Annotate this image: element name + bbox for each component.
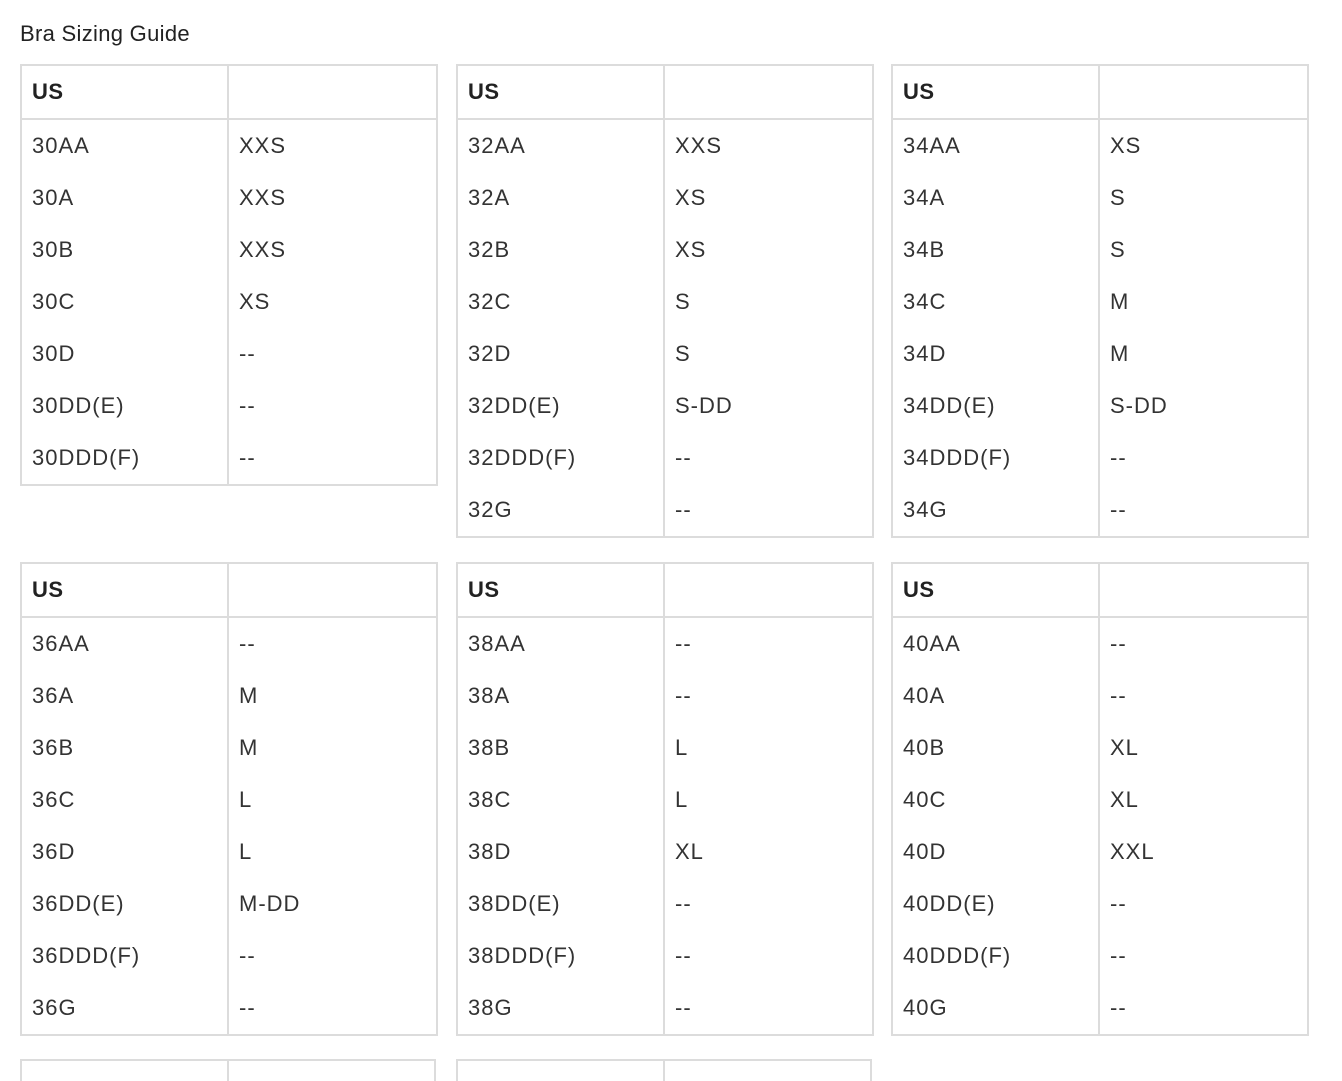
table-row: [892, 774, 1308, 826]
table-row: [892, 224, 1308, 276]
table-row: [21, 432, 437, 485]
table-row: [892, 172, 1308, 224]
column-header-size: [1099, 65, 1308, 119]
us-size-cell: 38AA: [457, 617, 664, 670]
table-row: [21, 380, 437, 432]
letter-size-cell: --: [239, 341, 256, 366]
us-size-cell: 38DD(E): [457, 878, 664, 930]
table-row: [892, 982, 1308, 1035]
us-size-cell: 38D: [457, 826, 664, 878]
table-row: [21, 774, 437, 826]
table-row: [21, 982, 437, 1035]
letter-size-cell: XXS: [239, 237, 287, 262]
column-header-us: US: [21, 563, 228, 617]
letter-size-cell: --: [239, 631, 256, 656]
us-size-cell: 34B: [892, 224, 1099, 276]
letter-size-cell: M: [239, 735, 259, 760]
column-header-size: [664, 65, 873, 119]
table-row: [21, 826, 437, 878]
letter-size-cell: XS: [239, 289, 271, 314]
us-size-cell: 34AA: [892, 119, 1099, 172]
letter-size-cell: S-DD: [675, 393, 733, 418]
letter-size-cell: L: [239, 839, 253, 864]
letter-size-cell: --: [1110, 995, 1127, 1020]
table-row: [457, 224, 873, 276]
us-size-cell: 34DD(E): [892, 380, 1099, 432]
table-row: [21, 722, 437, 774]
column-header-us: US: [457, 65, 664, 119]
letter-size-cell: --: [1110, 891, 1127, 916]
letter-size-cell: M: [1110, 341, 1130, 366]
letter-size-cell: L: [675, 735, 689, 760]
table-row: [892, 328, 1308, 380]
table-row: [21, 930, 437, 982]
us-size-cell: 32DD(E): [457, 380, 664, 432]
letter-size-cell: S: [675, 289, 691, 314]
us-size-cell: 30A: [21, 172, 228, 224]
us-size-cell: 32AA: [457, 119, 664, 172]
table-row: [892, 826, 1308, 878]
letter-size-cell: M-DD: [239, 891, 301, 916]
us-size-cell: 36C: [21, 774, 228, 826]
table-row: [892, 722, 1308, 774]
us-size-cell: 34D: [892, 328, 1099, 380]
letter-size-cell: S: [1110, 237, 1126, 262]
us-size-cell: 34A: [892, 172, 1099, 224]
us-size-cell: 34C: [892, 276, 1099, 328]
us-size-cell: 36DDD(F): [21, 930, 228, 982]
column-divider: [227, 1061, 229, 1081]
table-header-row: [21, 65, 437, 119]
us-size-cell: 38DDD(F): [457, 930, 664, 982]
letter-size-cell: --: [675, 943, 692, 968]
letter-size-cell: --: [1110, 445, 1127, 470]
us-size-cell: 30DDD(F): [21, 432, 228, 485]
letter-size-cell: --: [675, 995, 692, 1020]
us-size-cell: 30C: [21, 276, 228, 328]
us-size-cell: 38B: [457, 722, 664, 774]
table-row: [21, 276, 437, 328]
letter-size-cell: M: [1110, 289, 1130, 314]
us-size-cell: 30B: [21, 224, 228, 276]
us-size-cell: 32DDD(F): [457, 432, 664, 484]
letter-size-cell: --: [239, 393, 256, 418]
table-row: [21, 172, 437, 224]
us-size-cell: 30DD(E): [21, 380, 228, 432]
us-size-cell: 40DD(E): [892, 878, 1099, 930]
table-row: [892, 670, 1308, 722]
table-row: [457, 878, 873, 930]
us-size-cell: 36AA: [21, 617, 228, 670]
column-header-us: US: [457, 563, 664, 617]
letter-size-cell: XXS: [239, 185, 287, 210]
letter-size-cell: S-DD: [1110, 393, 1168, 418]
table-row: [892, 276, 1308, 328]
us-size-cell: 38G: [457, 982, 664, 1035]
column-header-us: US: [892, 65, 1099, 119]
table-row: [457, 774, 873, 826]
size-table-40: [891, 562, 1309, 1036]
table-row: [457, 380, 873, 432]
letter-size-cell: --: [675, 445, 692, 470]
table-row: [892, 484, 1308, 537]
table-row: [457, 982, 873, 1035]
us-size-cell: 36G: [21, 982, 228, 1035]
letter-size-cell: XXS: [239, 133, 287, 158]
table-row: [457, 826, 873, 878]
us-size-cell: 40AA: [892, 617, 1099, 670]
us-size-cell: 32G: [457, 484, 664, 537]
table-header-row: [21, 563, 437, 617]
us-size-cell: 32D: [457, 328, 664, 380]
us-size-cell: 38A: [457, 670, 664, 722]
us-size-cell: 36DD(E): [21, 878, 228, 930]
table-row: [21, 119, 437, 172]
column-divider: [663, 1061, 665, 1081]
us-size-cell: 32A: [457, 172, 664, 224]
letter-size-cell: XL: [675, 839, 704, 864]
table-row: [457, 119, 873, 172]
size-table-32: [456, 64, 874, 538]
table-row: [892, 617, 1308, 670]
letter-size-cell: --: [1110, 631, 1127, 656]
letter-size-cell: --: [239, 995, 256, 1020]
letter-size-cell: XS: [675, 185, 707, 210]
size-table-partial-middle: [456, 1059, 872, 1081]
letter-size-cell: S: [1110, 185, 1126, 210]
column-header-us: US: [21, 65, 228, 119]
table-row: [457, 432, 873, 484]
us-size-cell: 30AA: [21, 119, 228, 172]
letter-size-cell: --: [675, 631, 692, 656]
letter-size-cell: XXS: [675, 133, 723, 158]
us-size-cell: 38C: [457, 774, 664, 826]
letter-size-cell: --: [675, 497, 692, 522]
us-size-cell: 34G: [892, 484, 1099, 537]
table-row: [21, 617, 437, 670]
letter-size-cell: S: [675, 341, 691, 366]
size-table-partial-left: [20, 1059, 436, 1081]
table-row: [892, 380, 1308, 432]
table-row: [21, 224, 437, 276]
column-header-size: [228, 65, 437, 119]
column-header-us: US: [892, 563, 1099, 617]
size-table-36: [20, 562, 438, 1036]
letter-size-cell: M: [239, 683, 259, 708]
table-row: [892, 930, 1308, 982]
letter-size-cell: --: [239, 445, 256, 470]
us-size-cell: 40A: [892, 670, 1099, 722]
us-size-cell: 32C: [457, 276, 664, 328]
table-row: [457, 276, 873, 328]
table-header-row: [892, 563, 1308, 617]
letter-size-cell: XXL: [1110, 839, 1155, 864]
us-size-cell: 40B: [892, 722, 1099, 774]
us-size-cell: 36A: [21, 670, 228, 722]
us-size-cell: 40C: [892, 774, 1099, 826]
letter-size-cell: XL: [1110, 787, 1139, 812]
table-row: [457, 328, 873, 380]
table-row: [457, 670, 873, 722]
page-title: Bra Sizing Guide: [20, 21, 190, 46]
letter-size-cell: --: [1110, 497, 1127, 522]
us-size-cell: 30D: [21, 328, 228, 380]
us-size-cell: 32B: [457, 224, 664, 276]
us-size-cell: 40G: [892, 982, 1099, 1035]
table-row: [21, 878, 437, 930]
table-row: [457, 722, 873, 774]
table-row: [21, 670, 437, 722]
table-header-row: [457, 65, 873, 119]
table-row: [457, 930, 873, 982]
table-row: [457, 484, 873, 537]
size-table-34: [891, 64, 1309, 538]
table-header-row: [892, 65, 1308, 119]
letter-size-cell: --: [1110, 943, 1127, 968]
letter-size-cell: --: [1110, 683, 1127, 708]
letter-size-cell: XS: [1110, 133, 1142, 158]
column-header-size: [664, 563, 873, 617]
us-size-cell: 40D: [892, 826, 1099, 878]
table-row: [892, 878, 1308, 930]
table-row: [21, 328, 437, 380]
table-row: [457, 172, 873, 224]
us-size-cell: 36B: [21, 722, 228, 774]
letter-size-cell: L: [675, 787, 689, 812]
table-row: [457, 617, 873, 670]
letter-size-cell: XL: [1110, 735, 1139, 760]
table-header-row: [457, 563, 873, 617]
letter-size-cell: XS: [675, 237, 707, 262]
column-header-size: [228, 563, 437, 617]
size-table-38: [456, 562, 874, 1036]
table-row: [892, 119, 1308, 172]
table-row: [892, 432, 1308, 484]
letter-size-cell: --: [239, 943, 256, 968]
us-size-cell: 40DDD(F): [892, 930, 1099, 982]
letter-size-cell: --: [675, 683, 692, 708]
column-header-size: [1099, 563, 1308, 617]
letter-size-cell: L: [239, 787, 253, 812]
size-table-30: [20, 64, 438, 486]
letter-size-cell: --: [675, 891, 692, 916]
us-size-cell: 34DDD(F): [892, 432, 1099, 484]
us-size-cell: 36D: [21, 826, 228, 878]
